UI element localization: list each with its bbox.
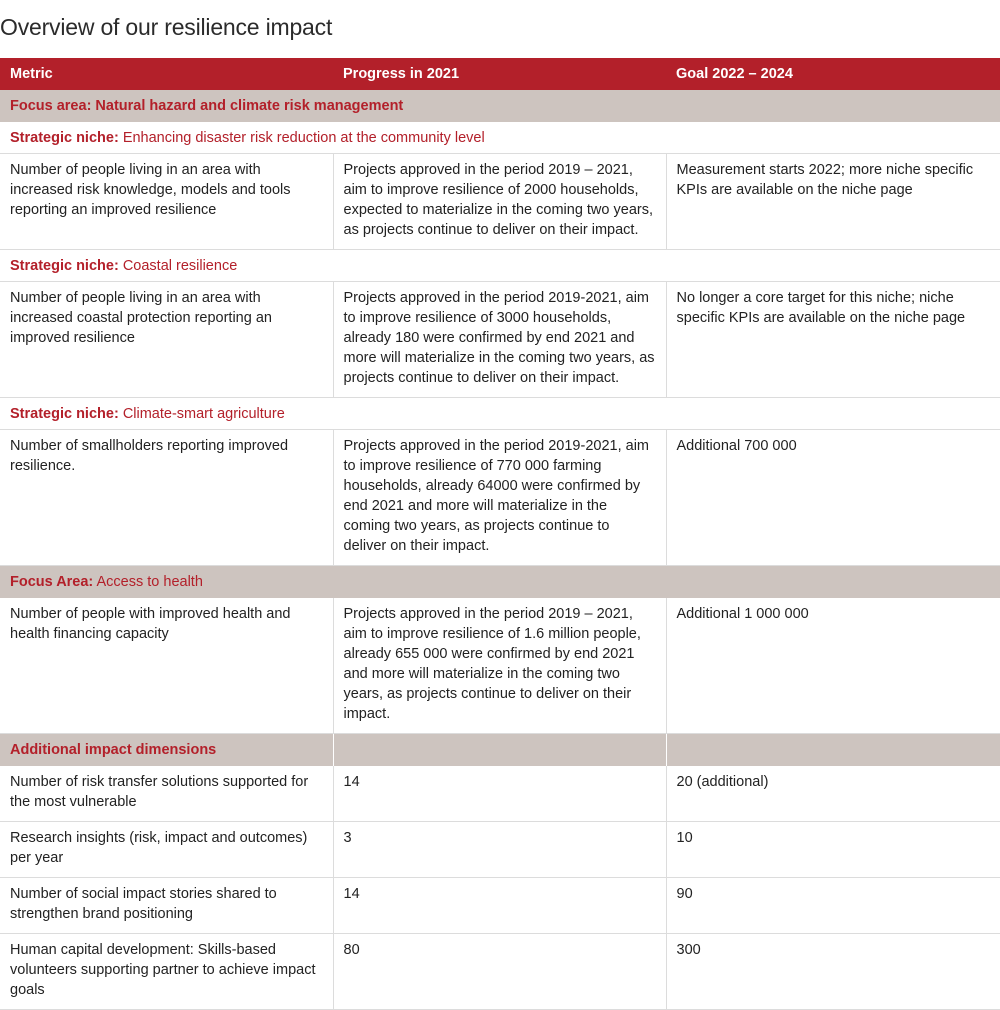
focus-area-row (0, 90, 1000, 122)
goal-cell: 10 (666, 822, 1000, 878)
metric-cell: Number of risk transfer solutions supported for the most vulnerable (0, 766, 333, 822)
niche-heading (0, 398, 1000, 430)
resilience-impact-table (0, 58, 1000, 1010)
header-goal: Goal 2022 – 2024 (666, 58, 1000, 90)
progress-cell: 3 (333, 822, 666, 878)
niche-label: Strategic niche: (10, 405, 119, 422)
focus-area-name: Access to health (96, 574, 203, 590)
goal-cell: 90 (666, 878, 1000, 934)
progress-cell: Projects approved in the period 2019 – 2021, aim to improve resilience of 2000 households, expected to materialize in the coming two years, as projects continue to deliver on their impact. (333, 154, 666, 250)
metric-cell: Number of people with improved health and health financing capacity (0, 598, 333, 734)
niche-row (0, 250, 1000, 282)
niche-name: Enhancing disaster risk reduction at the community level (122, 129, 485, 146)
table-row (0, 766, 1000, 822)
goal-cell: 300 (666, 934, 1000, 1010)
niche-row (0, 122, 1000, 154)
focus-area-label: Focus Area: (10, 574, 94, 590)
metric-cell: Human capital development: Skills-based volunteers supporting partner to achieve impact goals (0, 934, 333, 1010)
goal-cell: Additional 1 000 000 (666, 598, 1000, 734)
table-row (0, 598, 1000, 734)
progress-cell: Projects approved in the period 2019-2021, aim to improve resilience of 770 000 farming households, already 64000 were confirmed by end 2021 and more will materialize in the coming two years, as projects continue to deliver on their impact. (333, 430, 666, 566)
progress-cell: 14 (333, 766, 666, 822)
metric-cell: Number of people living in an area with increased risk knowledge, models and tools reporting an improved resilience (0, 154, 333, 250)
table-header-row (0, 58, 1000, 90)
focus-area-empty-cell (333, 734, 666, 767)
metric-cell: Number of smallholders reporting improved resilience. (0, 430, 333, 566)
focus-area-empty-cell (666, 734, 1000, 767)
niche-label: Strategic niche: (10, 257, 119, 274)
table-row (0, 934, 1000, 1010)
focus-area-row (0, 734, 1000, 767)
goal-cell: Measurement starts 2022; more niche specific KPIs are available on the niche page (666, 154, 1000, 250)
niche-heading (0, 122, 1000, 154)
niche-heading (0, 250, 1000, 282)
goal-cell: 20 (additional) (666, 766, 1000, 822)
focus-area-row (0, 566, 1000, 599)
metric-cell: Number of social impact stories shared to strengthen brand positioning (0, 878, 333, 934)
metric-cell: Research insights (risk, impact and outcomes) per year (0, 822, 333, 878)
table-row (0, 878, 1000, 934)
metric-cell: Number of people living in an area with increased coastal protection reporting an improved resilience (0, 282, 333, 398)
niche-row (0, 398, 1000, 430)
niche-name: Coastal resilience (122, 257, 238, 274)
table-row (0, 282, 1000, 398)
focus-area-heading (0, 734, 333, 767)
focus-area-heading (0, 566, 1000, 599)
header-metric: Metric (0, 58, 333, 90)
niche-label: Strategic niche: (10, 129, 119, 146)
progress-cell: Projects approved in the period 2019-2021, aim to improve resilience of 3000 households, already 180 were confirmed by end 2021 and more will materialize in the coming two years, as projects continue to deliver on their impact. (333, 282, 666, 398)
table-row (0, 154, 1000, 250)
goal-cell: Additional 700 000 (666, 430, 1000, 566)
progress-cell: 80 (333, 934, 666, 1010)
focus-area-label: Focus area: Natural hazard and climate risk management (10, 98, 404, 114)
table-row (0, 430, 1000, 566)
progress-cell: Projects approved in the period 2019 – 2021, aim to improve resilience of 1.6 million people, already 655 000 were confirmed by end 2021 and more will materialize in the coming two years, as projects continue to deliver on their impact. (333, 598, 666, 734)
niche-name: Climate-smart agriculture (122, 405, 285, 422)
page-title: Overview of our resilience impact (0, 14, 333, 40)
goal-cell: No longer a core target for this niche; niche specific KPIs are available on the niche page (666, 282, 1000, 398)
progress-cell: 14 (333, 878, 666, 934)
focus-area-label: Additional impact dimensions (10, 742, 217, 758)
header-progress: Progress in 2021 (333, 58, 666, 90)
table-row (0, 822, 1000, 878)
focus-area-heading (0, 90, 1000, 122)
